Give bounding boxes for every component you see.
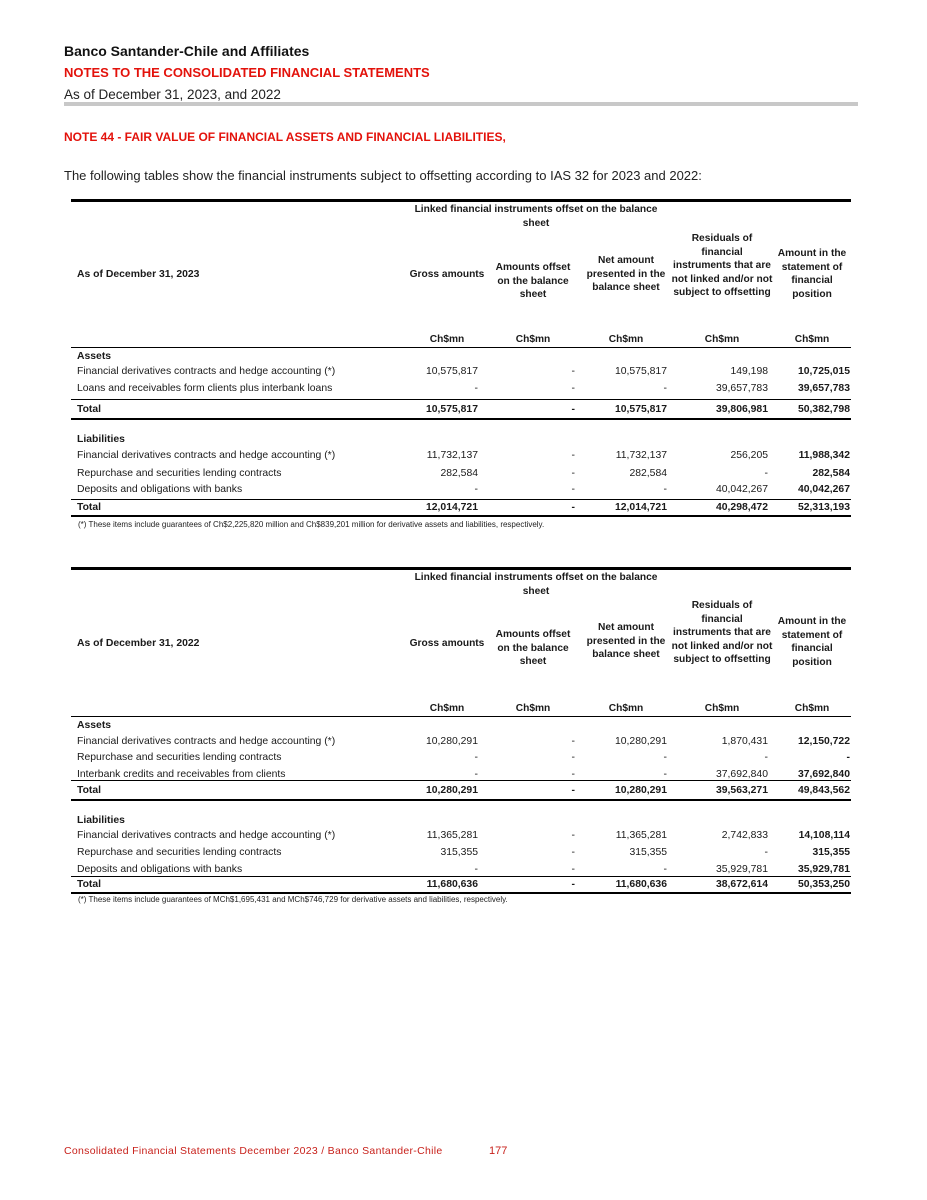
value-offset: - bbox=[571, 468, 575, 479]
value-amount: 50,382,798 bbox=[797, 404, 850, 415]
value-offset: - bbox=[571, 383, 575, 394]
value-residual: 40,298,472 bbox=[715, 502, 768, 513]
value-net: 12,014,721 bbox=[614, 502, 667, 513]
value-residual: - bbox=[764, 752, 768, 763]
value-residual: - bbox=[764, 468, 768, 479]
intro-paragraph: The following tables show the financial instruments subject to offsetting according to IAS 32 for 2023 and 2022: bbox=[64, 168, 702, 183]
value-offset: - bbox=[571, 736, 575, 747]
value-amount: 11,988,342 bbox=[798, 450, 850, 461]
unit-label: Ch$mn bbox=[608, 334, 644, 345]
as-of-date: As of December 31, 2023, and 2022 bbox=[64, 87, 281, 102]
value-net: 11,732,137 bbox=[615, 450, 667, 461]
value-offset: - bbox=[571, 366, 575, 377]
value-net: 10,575,817 bbox=[614, 404, 667, 415]
unit-label: Ch$mn bbox=[794, 334, 830, 345]
value-residual: 2,742,833 bbox=[721, 830, 768, 841]
section-liabilities: Liabilities bbox=[77, 815, 125, 826]
col-header-residual: Residuals of financial instruments that are not linked and/or not subject to offsetting bbox=[671, 233, 773, 298]
value-residual: - bbox=[764, 847, 768, 858]
value-residual: 39,657,783 bbox=[715, 383, 768, 394]
value-amount: 282,584 bbox=[812, 468, 850, 479]
total-rule-bottom bbox=[71, 892, 851, 894]
table-top-rule bbox=[71, 199, 851, 202]
col-header-amount: Amount in the statement of financial position bbox=[777, 248, 847, 300]
value-net: - bbox=[663, 383, 667, 394]
value-amount: 40,042,267 bbox=[797, 484, 850, 495]
header-divider bbox=[64, 102, 858, 106]
group-header: Linked financial instruments offset on the balance sheet bbox=[414, 204, 658, 229]
value-gross: - bbox=[474, 864, 478, 875]
unit-label: Ch$mn bbox=[704, 703, 740, 714]
company-name: Banco Santander-Chile and Affiliates bbox=[64, 43, 310, 59]
col-header-net: Net amount presented in the balance sheet bbox=[586, 255, 666, 293]
total-rule-bottom bbox=[71, 799, 851, 801]
offsetting-table-2022 bbox=[71, 567, 851, 907]
row-label-header: As of December 31, 2022 bbox=[77, 638, 200, 649]
value-offset: - bbox=[571, 404, 575, 415]
value-offset: - bbox=[571, 830, 575, 841]
unit-label: Ch$mn bbox=[794, 703, 830, 714]
value-residual: 39,806,981 bbox=[715, 404, 768, 415]
total-label: Total bbox=[77, 404, 102, 415]
value-gross: 11,732,137 bbox=[426, 450, 478, 461]
total-label: Total bbox=[77, 879, 102, 890]
value-gross: 12,014,721 bbox=[425, 502, 478, 513]
unit-label: Ch$mn bbox=[515, 703, 551, 714]
header-rule bbox=[71, 347, 851, 348]
value-gross: - bbox=[474, 484, 478, 495]
value-amount: - bbox=[846, 752, 850, 763]
footnote: (*) These items include guarantees of Ch$2,225,820 million and Ch$839,201 million for derivative assets and liabilities, respectively. bbox=[78, 520, 545, 529]
value-amount: 35,929,781 bbox=[797, 864, 850, 875]
value-residual: 38,672,614 bbox=[715, 879, 768, 890]
value-offset: - bbox=[571, 752, 575, 763]
row-label: Interbank credits and receivables from clients bbox=[77, 769, 286, 780]
value-net: 10,280,291 bbox=[614, 736, 667, 747]
value-gross: 10,575,817 bbox=[425, 404, 478, 415]
row-label: Loans and receivables form clients plus interbank loans bbox=[77, 383, 333, 394]
value-amount: 49,843,562 bbox=[797, 785, 850, 796]
value-gross: 282,584 bbox=[440, 468, 478, 479]
value-offset: - bbox=[571, 879, 575, 890]
unit-label: Ch$mn bbox=[429, 334, 465, 345]
row-label: Repurchase and securities lending contracts bbox=[77, 847, 282, 858]
value-residual: 1,870,431 bbox=[721, 736, 768, 747]
note-title: NOTE 44 - FAIR VALUE OF FINANCIAL ASSETS AND FINANCIAL LIABILITIES, bbox=[64, 130, 506, 144]
total-label: Total bbox=[77, 502, 102, 513]
value-amount: 39,657,783 bbox=[797, 383, 850, 394]
col-header-gross: Gross amounts bbox=[409, 269, 485, 280]
col-header-residual: Residuals of financial instruments that are not linked and/or not subject to offsetting bbox=[671, 600, 773, 665]
value-residual: 256,205 bbox=[730, 450, 768, 461]
value-offset: - bbox=[571, 785, 575, 796]
value-gross: 11,365,281 bbox=[426, 830, 478, 841]
value-amount: 50,353,250 bbox=[797, 879, 850, 890]
section-assets: Assets bbox=[77, 351, 112, 362]
value-gross: 11,680,636 bbox=[426, 879, 478, 890]
section-assets: Assets bbox=[77, 720, 112, 731]
total-rule-top bbox=[71, 399, 851, 400]
total-rule-bottom bbox=[71, 418, 851, 420]
notes-title: NOTES TO THE CONSOLIDATED FINANCIAL STATEMENTS bbox=[64, 65, 430, 80]
row-label: Repurchase and securities lending contracts bbox=[77, 468, 282, 479]
value-net: - bbox=[663, 752, 667, 763]
value-residual: 37,692,840 bbox=[715, 769, 768, 780]
value-gross: 10,575,817 bbox=[425, 366, 478, 377]
col-header-amount: Amount in the statement of financial position bbox=[777, 616, 847, 668]
value-amount: 52,313,193 bbox=[797, 502, 850, 513]
section-liabilities: Liabilities bbox=[77, 434, 125, 445]
col-header-gross: Gross amounts bbox=[409, 638, 485, 649]
footer-text: Consolidated Financial Statements December 2023 / Banco Santander-Chile bbox=[64, 1145, 443, 1157]
value-residual: 40,042,267 bbox=[715, 484, 768, 495]
value-amount: 37,692,840 bbox=[797, 769, 850, 780]
value-residual: 35,929,781 bbox=[715, 864, 768, 875]
value-gross: - bbox=[474, 752, 478, 763]
col-header-net: Net amount presented in the balance sheet bbox=[586, 622, 666, 660]
unit-label: Ch$mn bbox=[515, 334, 551, 345]
value-net: 10,280,291 bbox=[614, 785, 667, 796]
value-gross: 10,280,291 bbox=[425, 785, 478, 796]
value-net: - bbox=[663, 484, 667, 495]
value-gross: 315,355 bbox=[440, 847, 478, 858]
col-header-offset: Amounts offset on the balance sheet bbox=[495, 629, 571, 667]
total-rule-top bbox=[71, 780, 851, 781]
value-net: 11,365,281 bbox=[615, 830, 667, 841]
row-label-header: As of December 31, 2023 bbox=[77, 269, 200, 280]
row-label: Financial derivatives contracts and hedge accounting (*) bbox=[77, 830, 336, 841]
group-header: Linked financial instruments offset on the balance sheet bbox=[414, 572, 658, 597]
value-amount: 315,355 bbox=[812, 847, 850, 858]
row-label: Deposits and obligations with banks bbox=[77, 484, 243, 495]
page-number: 177 bbox=[489, 1145, 508, 1157]
value-offset: - bbox=[571, 502, 575, 513]
row-label: Financial derivatives contracts and hedge accounting (*) bbox=[77, 366, 336, 377]
value-offset: - bbox=[571, 450, 575, 461]
value-gross: - bbox=[474, 769, 478, 780]
value-residual: 149,198 bbox=[730, 366, 768, 377]
value-amount: 14,108,114 bbox=[798, 830, 850, 841]
value-offset: - bbox=[571, 864, 575, 875]
value-offset: - bbox=[571, 847, 575, 858]
col-header-offset: Amounts offset on the balance sheet bbox=[495, 262, 571, 300]
value-net: 10,575,817 bbox=[614, 366, 667, 377]
row-label: Deposits and obligations with banks bbox=[77, 864, 243, 875]
table-top-rule bbox=[71, 567, 851, 570]
header-rule bbox=[71, 716, 851, 717]
value-gross: - bbox=[474, 383, 478, 394]
row-label: Financial derivatives contracts and hedge accounting (*) bbox=[77, 450, 336, 461]
total-label: Total bbox=[77, 785, 102, 796]
value-net: - bbox=[663, 769, 667, 780]
unit-label: Ch$mn bbox=[608, 703, 644, 714]
value-offset: - bbox=[571, 484, 575, 495]
unit-label: Ch$mn bbox=[429, 703, 465, 714]
unit-label: Ch$mn bbox=[704, 334, 740, 345]
row-label: Repurchase and securities lending contracts bbox=[77, 752, 282, 763]
value-residual: 39,563,271 bbox=[715, 785, 768, 796]
value-net: 315,355 bbox=[629, 847, 667, 858]
value-offset: - bbox=[571, 769, 575, 780]
offsetting-table-2023 bbox=[71, 199, 851, 539]
value-amount: 10,725,015 bbox=[797, 366, 850, 377]
total-rule-bottom bbox=[71, 515, 851, 517]
value-net: - bbox=[663, 864, 667, 875]
value-net: 11,680,636 bbox=[615, 879, 667, 890]
value-gross: 10,280,291 bbox=[425, 736, 478, 747]
row-label: Financial derivatives contracts and hedge accounting (*) bbox=[77, 736, 336, 747]
value-amount: 12,150,722 bbox=[797, 736, 850, 747]
value-net: 282,584 bbox=[629, 468, 667, 479]
footnote: (*) These items include guarantees of MCh$1,695,431 and MCh$746,729 for derivative assets and liabilities, respectively. bbox=[78, 895, 508, 904]
